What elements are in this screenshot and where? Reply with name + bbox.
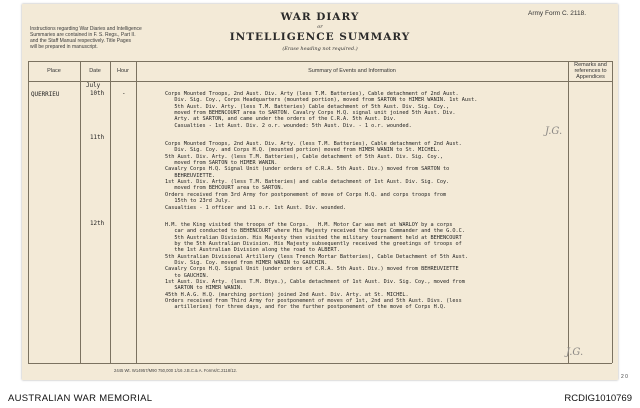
printer-imprint: 2445 Wt. W14957/M90 750,000 1/16 J.B.C.& A. Forms/C.2118/12.: [114, 368, 238, 373]
place-cell: QUERRIEU: [31, 92, 60, 98]
column-header-summary: Summary of Events and Information: [308, 68, 396, 74]
summary-line: Div. Sig. Coy., Corps Headquarters (mounted portion), moved from SARTON to HIMER WANIN. 1st Aust.: [165, 97, 478, 104]
entry-spacer: [165, 129, 590, 141]
summary-line: moved from SARTON to HIMER WANIN.: [165, 160, 278, 167]
date-cell-10th: 10th: [90, 91, 105, 97]
summary-line: by the 5th Australian Division. His Majesty subsequently received the greetings of troops of: [165, 240, 462, 247]
summary-line: Corps Mounted Troops, 2nd Aust. Div. Arty. (less T.M. Batteries), Cable detachment of 2nd Aust.: [165, 141, 462, 148]
instructions-note: Instructions regarding War Diaries and Intelligence Summaries are contained in F. S. Regs., Part II. and the Staff Manual respectively. Title Pages will be prepared in manuscript.: [30, 26, 142, 50]
army-form-number: Army Form C. 2118.: [528, 10, 587, 17]
summary-line: Arty. at SARTON, and came under the orders of the C.R.A. 5th Aust. Div.: [165, 116, 397, 123]
table-right-rule: [612, 61, 613, 363]
column-divider-date: [110, 61, 111, 363]
table-left-rule: [28, 61, 29, 363]
title-war-diary: WAR DIARY: [280, 11, 360, 23]
summary-line: the 1st Australian Division along the road to ALBERT.: [165, 247, 340, 254]
summary-line: Orders received from Third Army for postponement of moves of 1st, 2nd and 5th Aust. Divs. (less: [165, 297, 462, 304]
summary-entries: [165, 91, 590, 311]
summary-line: to GAUCHIN.: [165, 272, 209, 279]
summary-line: Div. Sig. Coy. and Corps H.Q. (mounted portion) moved from HIMER WANIN to St. MICHEL.: [165, 147, 440, 154]
summary-line: 45th H.A.G. H.Q. (marching portion) joined 2nd Aust. Div. Arty. at St. MICHEL.: [165, 291, 409, 298]
table-top-rule: [28, 61, 612, 62]
summary-line: H.M. the King visited the troops of the Corps. H.M. Motor Car was met at WARLOY by a corps: [165, 221, 453, 228]
summary-line: Cavalry Corps H.Q. Signal Unit (under orders of C.R.A. 5th Aust. Div.) moved from BEHREUVIETTE: [165, 266, 459, 273]
summary-line: SARTON to HIMER WANIN.: [165, 285, 244, 292]
entry-spacer: [165, 211, 590, 222]
column-header-hour: Hour: [117, 68, 129, 74]
summary-line: moved from BEHCOURT area to SARTON.: [165, 185, 284, 192]
summary-line: moved from BEHENCOURT area to SARTON. Cavalry Corps H.Q. signal unit joined 5th Aust. Div.: [165, 110, 456, 117]
table-header-rule: [28, 81, 612, 82]
summary-line: 5th Australian Division. His Majesty then visited the military tournament held at BEHENCOURT: [165, 234, 462, 241]
summary-line: Casualties - 1st Aust. Div. 2 o.r. wounded: 5th Aust. Div. - 1 o.r. wounded.: [165, 122, 412, 129]
summary-line: 1st Aust. Div. Arty. (less T.M. Btys.), Cable detachment of 1st Aust. Div. Sig. Coy., moved from: [165, 278, 465, 285]
summary-line: 5th Australian Divisional Artillery (less Trench Mortar Batteries), Cable Detachment of 5th Aust.: [165, 253, 468, 260]
column-divider-hour: [136, 61, 137, 363]
summary-line: 5th Aust. Div. Arty. (less T.M. Batteries) Cable detachment of 5th Aust. Div. Sig. Coy.,: [165, 103, 450, 110]
column-header-place: Place: [47, 68, 61, 74]
archive-caption: AUSTRALIAN WAR MEMORIAL: [8, 393, 153, 404]
date-cell-12th: 12th: [90, 221, 105, 227]
column-divider-place: [80, 61, 81, 363]
diary-page: [22, 4, 618, 380]
summary-line: car and conducted to BEHENCOURT where His Majesty received the Corps Commander and the G.O.C.: [165, 228, 465, 235]
initials-mark-2: J.G.: [566, 347, 584, 358]
summary-line: Orders received from 3rd Army for postponement of move of Corps H.Q. and corps troops from: [165, 191, 447, 198]
summary-line: Casualties - 1 officer and 11 o.r. 1st Aust. Div. wounded.: [165, 204, 347, 211]
erase-heading-note: (Erase heading not required.): [282, 46, 358, 52]
record-id-caption: RCDIG1010769: [564, 393, 632, 404]
hour-cell: -: [122, 91, 126, 97]
title-or: or: [317, 24, 323, 30]
title-intelligence-summary: INTELLIGENCE SUMMARY: [229, 31, 411, 43]
summary-line: 15th to 23rd July.: [165, 198, 231, 205]
summary-line: Div. Sig. Coy. moved from HIMER WANIN to GAUCHIN.: [165, 259, 328, 266]
table-bottom-rule: [28, 363, 612, 364]
summary-line: 1st Aust. Div. Arty. (less T.M. Batteries) and cable detachment of 1st Aust. Div. Sig. Coy.: [165, 179, 450, 186]
column-header-date: Date: [89, 68, 101, 74]
summary-line: BEHREUVIETTE.: [165, 172, 215, 179]
summary-line: Cavalry Corps H.Q. Signal Unit (under orders of C.R.A. 5th Aust. Div.) moved from SARTON to: [165, 166, 450, 173]
summary-line: 5th Aust. Div. Arty. (less T.M. Batteries), Cable detachment of 5th Aust. Div. Sig. Coy.,: [165, 153, 443, 160]
date-cell-11th: 11th: [90, 135, 105, 141]
month-cell: July: [86, 83, 101, 89]
initials-mark-1: J.G.: [545, 126, 563, 137]
summary-line: artilleries) for three days, and for the further postponement of the move of Corps H.Q.: [165, 304, 447, 311]
summary-line: Corps Mounted Troops, 2nd Aust. Div. Arty (less T.M. Batteries), Cable detachment of 2nd Aust.: [165, 91, 459, 97]
page-edge-mark: 2 0: [621, 374, 628, 380]
column-header-remarks: Remarks and references to Appendices: [574, 62, 607, 80]
